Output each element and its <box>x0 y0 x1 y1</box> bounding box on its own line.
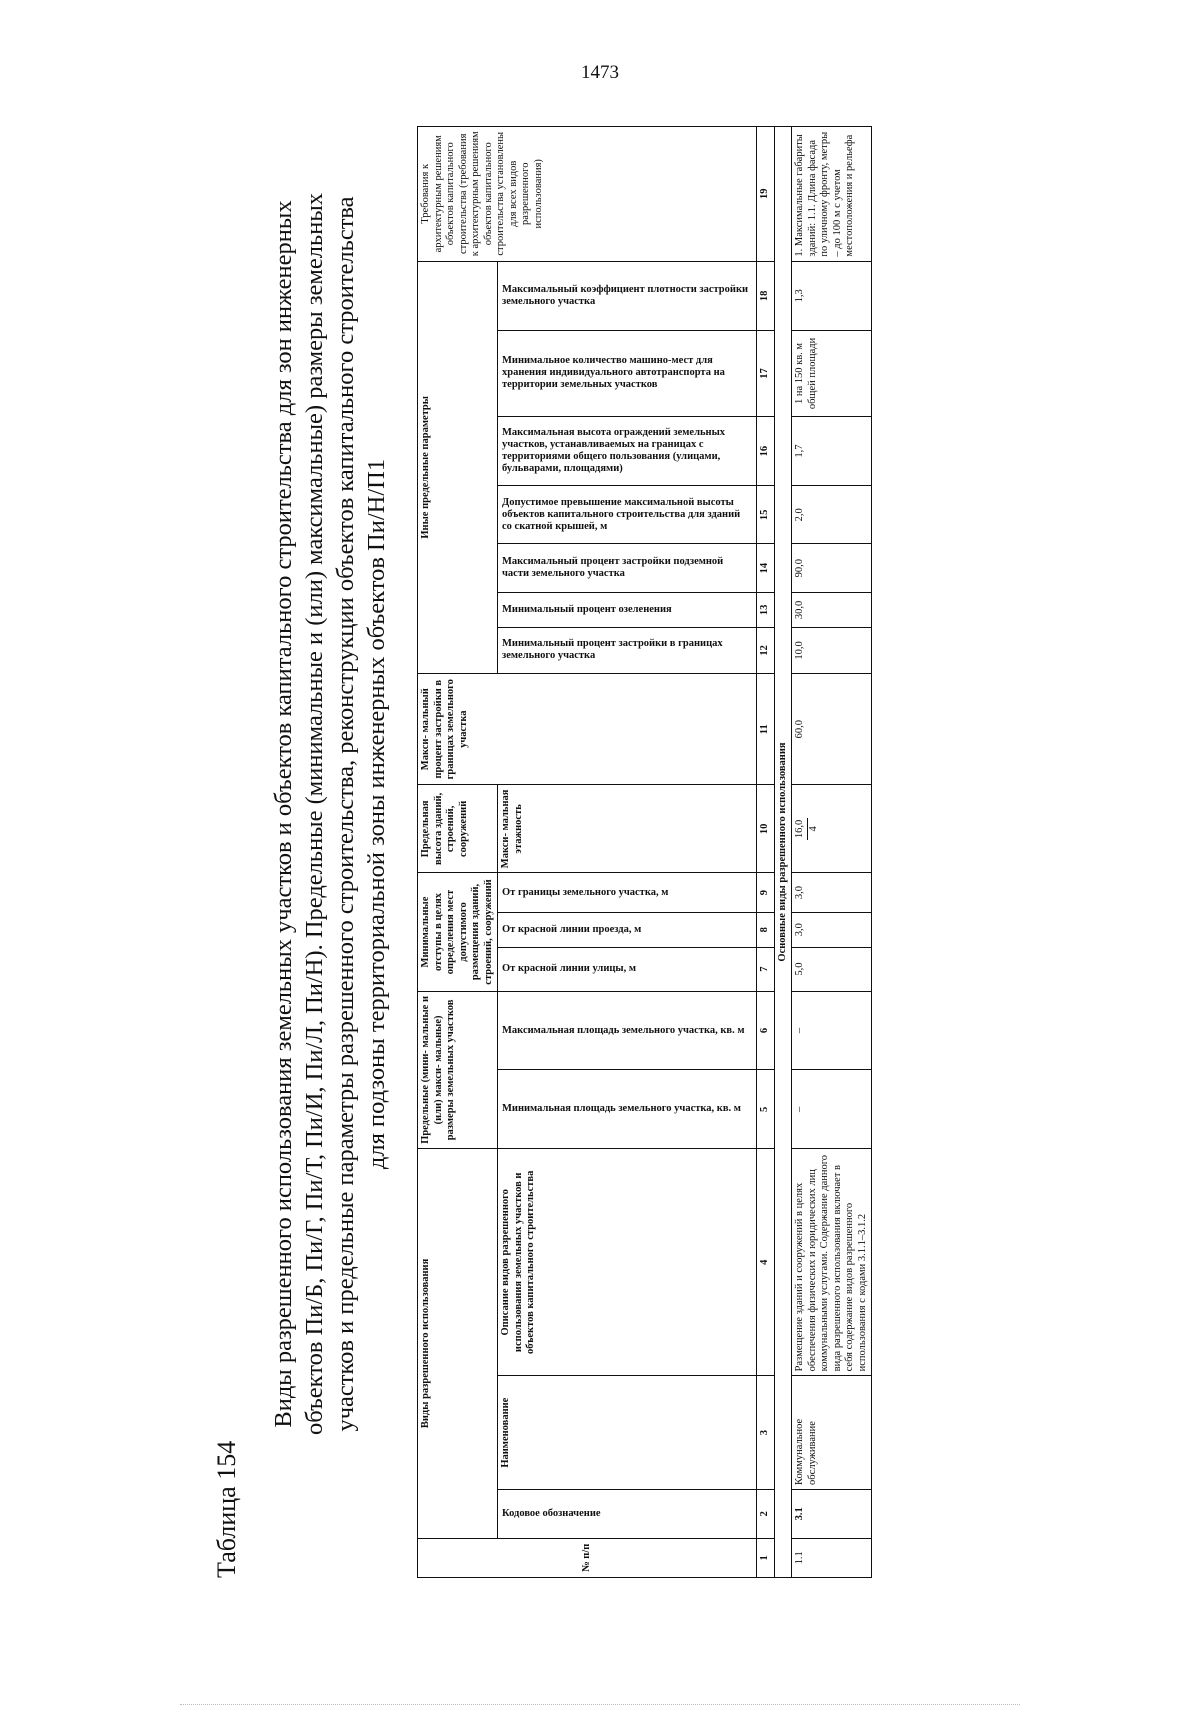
col-number: 2 <box>757 1489 775 1538</box>
title-line-2: объектов Пи/Б, Пи/Г, Пи/Т, Пи/И, Пи/Л, Пи/Н). Предельные (минимальные и (или) максимальные) размеры земельных <box>301 192 328 1436</box>
col-number: 15 <box>757 486 775 544</box>
header-p12-cell <box>498 627 757 673</box>
header-height: Предельная высота зданий, строений, сооружений <box>418 785 498 873</box>
table-row <box>792 127 872 1578</box>
row-p18: 1,3 <box>792 261 872 331</box>
row-ot-ulicy: 5,0 <box>792 947 872 991</box>
section-row <box>774 127 792 1578</box>
col-number: 8 <box>757 912 775 947</box>
header-name: Наименование <box>498 1376 757 1490</box>
table-title <box>268 134 392 1494</box>
col-number: 18 <box>757 261 775 331</box>
column-number-row <box>757 127 775 1578</box>
col-number: 5 <box>757 1070 775 1149</box>
col-number: 6 <box>757 991 775 1070</box>
header-p17-cell <box>498 331 757 417</box>
table-label: Таблица 154 <box>212 1440 241 1578</box>
header-code: Кодовое обозначение <box>502 1507 601 1519</box>
header-ot-granicy: От границы земельного участка, м <box>502 886 669 898</box>
col-number: 13 <box>757 592 775 627</box>
col-number: 12 <box>757 627 775 673</box>
header-ot-proezda-cell <box>498 912 757 947</box>
col-number: 11 <box>757 674 775 785</box>
header-ot-ulicy-cell <box>498 947 757 991</box>
col-number: 1 <box>757 1538 775 1577</box>
header-desc: Описание видов разрешенного использования земельных участков и объектов капитального строительства <box>498 1149 757 1376</box>
col-number: 19 <box>757 127 775 262</box>
header-ot-proezda: От красной линии проезда, м <box>502 923 642 935</box>
header-p18: Максимальный коэффициент плотности застройки земельного участка <box>502 283 749 307</box>
page-number: 1473 <box>581 62 619 83</box>
header-p16: Максимальная высота ограждений земельных участков, устанавливаемых на границах с территориями общего пользования (улицами, бульварами, площадями) <box>502 427 726 475</box>
header-p14-cell <box>498 544 757 593</box>
header-p14: Максимальный процент застройки подземной части земельного участка <box>502 556 724 580</box>
col-number: 7 <box>757 947 775 991</box>
row-name: Коммунальное обслуживание <box>792 1376 872 1490</box>
col-number: 14 <box>757 544 775 593</box>
header-otstupy: Минимальные отступы в целях определения мест допустимого размещения зданий, строений, сооружений <box>418 873 498 991</box>
header-min-area: Минимальная площадь земельного участка, кв. м <box>502 1103 741 1115</box>
row-max-area: – <box>792 991 872 1070</box>
row-p14: 90,0 <box>792 544 872 593</box>
row-num: 1.1 <box>792 1538 872 1577</box>
header-etazh: Макси- мальная этажность <box>498 785 757 873</box>
header-max-area: Максимальная площадь земельного участка, кв. м <box>502 1024 745 1036</box>
row-p19: 1. Максимальные габариты зданий: 1.1. Длина фасада по уличному фронту, метры – до 100 м с учетом местоположения и рельефа <box>792 127 872 262</box>
title-line-3: участков и предельные параметры разрешенного строительства, реконструкции объектов капитального строительства <box>332 196 359 1432</box>
row-p12: 10,0 <box>792 627 872 673</box>
header-code-cell <box>498 1489 757 1538</box>
col-number: 17 <box>757 331 775 417</box>
header-max-zastr: Макси- мальный процент застройки в границах земельного участка <box>418 674 757 785</box>
row-height: 16,0 <box>794 818 808 840</box>
row-ot-granicy: 3,0 <box>792 873 872 912</box>
header-max-area-cell <box>498 991 757 1070</box>
header-p12: Минимальный процент застройки в границах земельного участка <box>502 638 723 662</box>
row-p17: 1 на 150 кв. м общей площади <box>792 331 872 417</box>
height-fraction <box>794 818 820 840</box>
header-p16-cell <box>498 416 757 486</box>
header-ot-granicy-cell <box>498 873 757 912</box>
header-num: № п/п <box>418 1538 757 1577</box>
row-p16: 1,7 <box>792 416 872 486</box>
bottom-dotted-line <box>180 1704 1020 1707</box>
row-min-area: – <box>792 1070 872 1149</box>
row-etazh: 4 <box>807 826 819 832</box>
row-max-zastr: 60,0 <box>792 674 872 785</box>
header-p17: Минимальное количество машино-мест для хранения индивидуального автотранспорта на территории земельных участков <box>502 355 725 391</box>
header-p19: Требования к архитектурным решениям объектов капитального строительства (требования к архитектурным решениям объектов капитального строительства установлены для всех видов разрешенного использования) <box>418 127 757 262</box>
col-number: 9 <box>757 873 775 912</box>
title-line-1: Виды разрешенного использования земельных участков и объектов капитального строительства для зон инженерных <box>270 200 297 1428</box>
col-number: 4 <box>757 1149 775 1376</box>
row-code: 3.1 <box>792 1489 872 1538</box>
header-vid-group: Виды разрешенного использования <box>418 1149 498 1538</box>
header-p13: Минимальный процент озеленения <box>502 603 672 615</box>
header-inye: Иные предельные параметры <box>418 261 498 674</box>
header-p15: Допустимое превышение максимальной высоты объектов капитального строительства для зданий со скатной крышей, м <box>502 496 741 532</box>
header-min-area-cell <box>498 1070 757 1149</box>
header-p18-cell <box>498 261 757 331</box>
rotated-page-content <box>212 118 1082 1578</box>
header-pred-sizes: Предельные (мини- мальные и (или) макси- мальные) размеры земельных участков <box>418 991 498 1149</box>
row-height-cell <box>792 785 872 873</box>
col-number: 10 <box>757 785 775 873</box>
row-p15: 2,0 <box>792 486 872 544</box>
header-p15-cell <box>498 486 757 544</box>
regulation-table <box>417 126 872 1578</box>
row-desc: Размещение зданий и сооружений в целях обеспечения физических и юридических лиц коммунальными услугами. Содержание данного вида разрешенного использования включает в себя содержание видов разрешенного использования с кодами 3.1.1–3.1.2 <box>792 1149 872 1376</box>
title-line-4: для подзоны территориальной зоны инженерных объектов Пи/Н/П1 <box>363 458 390 1170</box>
col-number: 3 <box>757 1376 775 1490</box>
header-row-1 <box>418 127 498 1578</box>
section-label: Основные виды разрешенного использования <box>774 127 792 1578</box>
col-number: 16 <box>757 416 775 486</box>
header-p13-cell <box>498 592 757 627</box>
header-ot-ulicy: От красной линии улицы, м <box>502 963 637 975</box>
row-ot-proezda: 3,0 <box>792 912 872 947</box>
row-p13: 30,0 <box>792 592 872 627</box>
